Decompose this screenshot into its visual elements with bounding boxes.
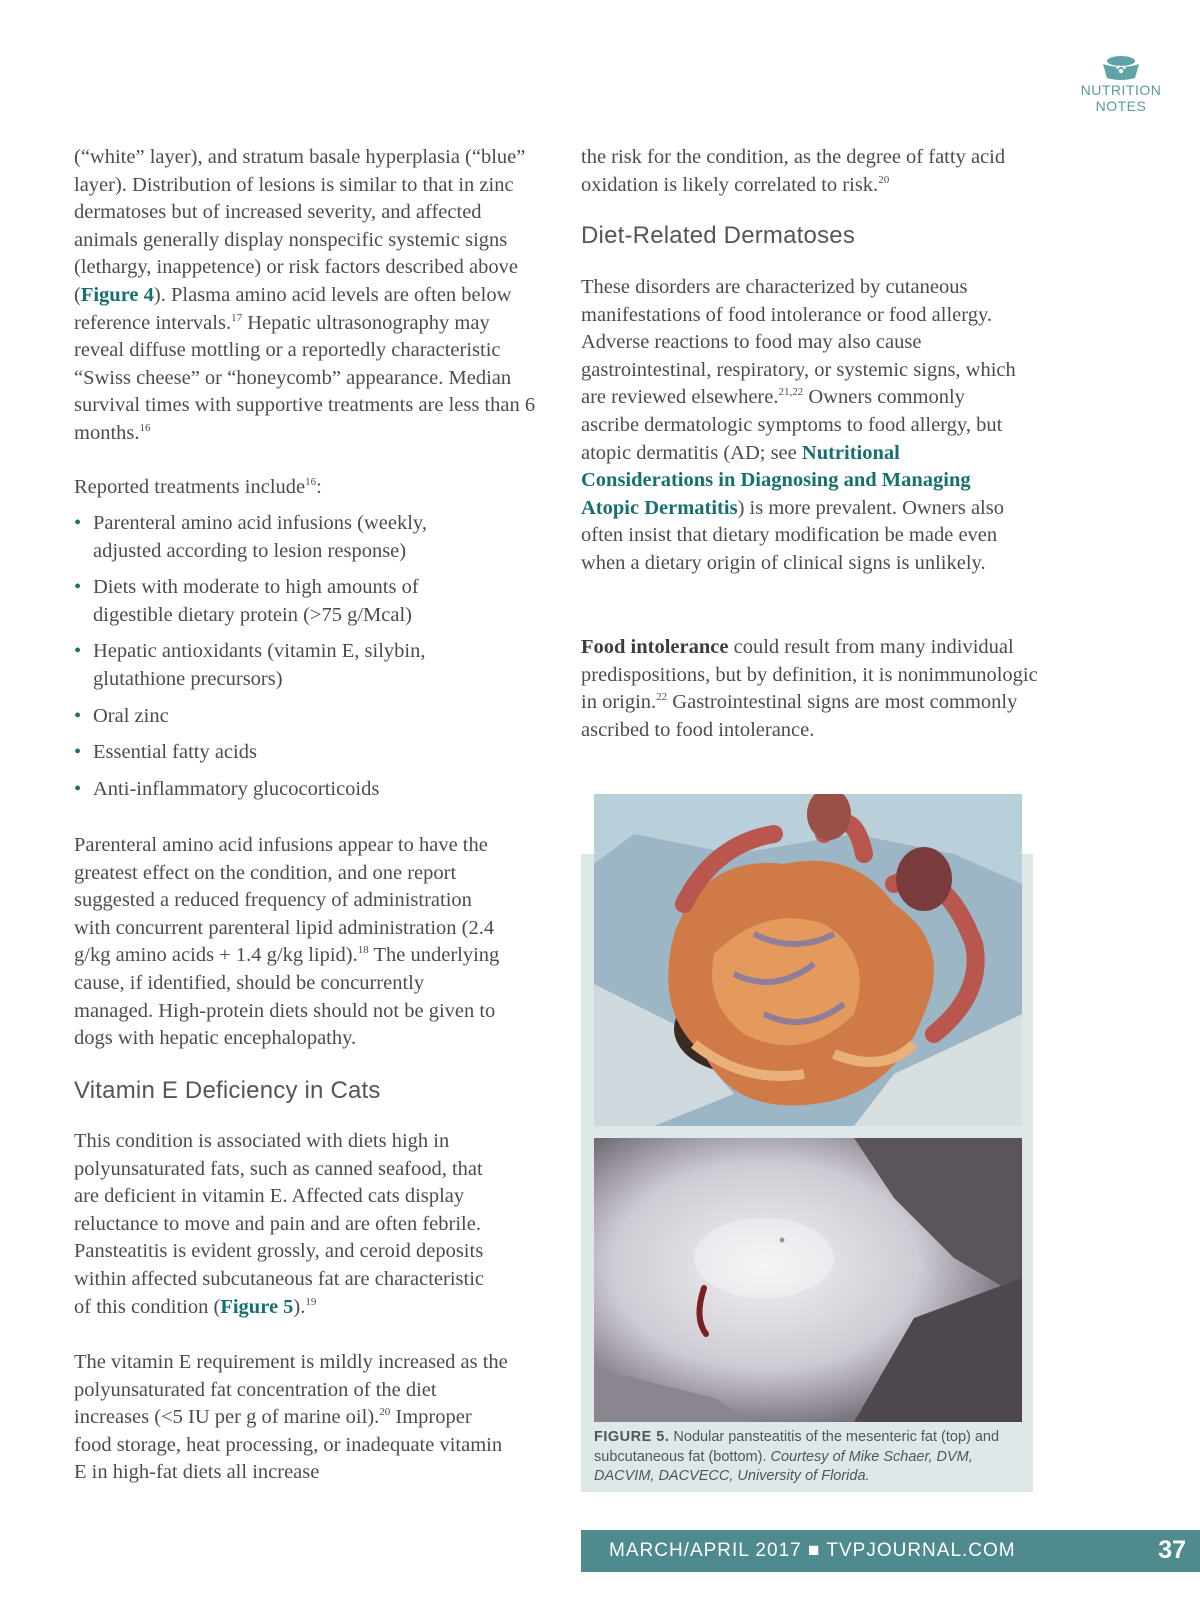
heading-diet-related: Diet-Related Dermatoses — [581, 222, 856, 249]
right-col-para2: These disorders are characterized by cutaneous manifestations of food intolerance or food allergy. Adverse reactions to food may also cause gastrointestinal, respiratory, or systemic signs, which are reviewed elsewhere.$^{21,22}$ Owners commonly ascribe dermatologic symptoms to food allergy, but atopic dermatitis (AD; see Nutritional Considerations in Diagnosing and Managing Atopic Dermatitis) is more prevalent. Owners also often insist that dietary modification be made even when a dietary origin of clinical signs is unlikely. — [581, 276, 1016, 574]
right-col-para3: Food intolerance could result from many individual predispositions, but by definition, it is nonimmunologic in origin.$^{22}$ Gastrointestinal signs are most commonly ascribed to food intolerance. — [581, 636, 1038, 741]
list-item: • Anti-inflammatory glucocorticoids — [74, 777, 380, 800]
figure-5-caption — [594, 1428, 1024, 1487]
left-col-para4: This condition is associated with diets high in polyunsaturated fats, such as canned seafood, that are deficient in vitamin E. Affected cats display reluctance to move and pain and are often febrile. Pansteatitis is evident grossly, and ceroid deposits within affected subcutaneous fat are characteristic of this condition (Figure 5).$^{19}$ — [74, 1130, 484, 1318]
list-item: • Hepatic antioxidants (vitamin E, silybin, glutathione precursors) — [74, 640, 426, 690]
footer-issue-text: MARCH/APRIL 2017 ■ TVPJOURNAL.COM — [609, 1540, 1016, 1561]
left-col-para3: Parenteral amino acid infusions appear to have the greatest effect on the condition, and one report suggested a reduced frequency of administration with concurrent parenteral lipid administration (2.4 g/kg amino acids + 1.4 g/kg lipid).$^{18}$ The underlying cause, if identified, should be concurrently managed. High-protein diets should not be given to dogs with hepatic encephalopathy. — [74, 834, 500, 1050]
caption-label: FIGURE 5. — [594, 1429, 670, 1445]
list-item: • Parenteral amino acid infusions (weekly, adjusted according to lesion response) — [74, 512, 427, 562]
pet-bowl-icon — [1099, 52, 1143, 82]
subcutaneous-fat-photo — [594, 1138, 1022, 1422]
treatments-intro: Reported treatments include$^{16}$: — [74, 476, 322, 498]
caption-text: Nodular pansteatitis of the mesenteric fat (top) and subcutaneous fat (bottom). — [594, 1429, 1000, 1465]
logo-line2: NOTES — [1095, 98, 1147, 114]
logo-line1: NUTRITION — [1080, 82, 1162, 98]
ref-17: 17 — [231, 311, 243, 324]
figure-5-link[interactable]: Figure 5 — [220, 1295, 294, 1318]
list-item: • Essential fatty acids — [74, 741, 257, 764]
page-number: 37 — [1158, 1536, 1186, 1564]
ref-16: 16 — [139, 421, 151, 434]
heading-vitamin-e: Vitamin E Deficiency in Cats — [74, 1077, 381, 1104]
list-item: • Oral zinc — [74, 704, 169, 727]
figure-4-link[interactable]: Figure 4 — [80, 283, 154, 306]
right-col-para1: the risk for the condition, as the degree of fatty acid oxidation is likely correlated to risk.$^{20}$ — [581, 146, 1006, 196]
left-col-para1: (“white” layer), and stratum basale hyperplasia (“blue” layer). Distribution of lesions is similar to that in zinc dermatoses but of increased severity, and affected animals generally display nonspecific systemic signs (lethargy, inappetence) or risk factors described above (Figure 4). Plasma amino acid levels are often below reference intervals.$^{17}$ Hepatic ultrasonography may reveal diffuse mottling or a reportedly characteristic “Swiss cheese” or “honeycomb” appearance. Median survival times with supportive treatments are less than 6 months.$^{16}$ — [74, 146, 536, 444]
caption-credit: Courtesy of Mike Schaer, DVM, DACVIM, DACVECC, University of Florida. — [594, 1448, 973, 1484]
list-item: • Diets with moderate to high amounts of digestible dietary protein (>75 g/Mcal) — [74, 576, 419, 626]
left-col-para5: The vitamin E requirement is mildly increased as the polyunsaturated fat concentration of the diet increases (<5 IU per g of marine oil).$^{20}$ Improper food storage, heat processing, or inadequate vitamin E in high-fat diets all increase — [74, 1351, 508, 1484]
atopic-dermatitis-link[interactable]: Nutritional Considerations in Diagnosing and Managing Atopic Dermatitis — [581, 441, 971, 519]
page-footer — [581, 1530, 1200, 1572]
treatments-list — [74, 510, 474, 812]
nutrition-notes-logo — [1066, 52, 1176, 114]
mesenteric-fat-photo — [594, 794, 1022, 1126]
